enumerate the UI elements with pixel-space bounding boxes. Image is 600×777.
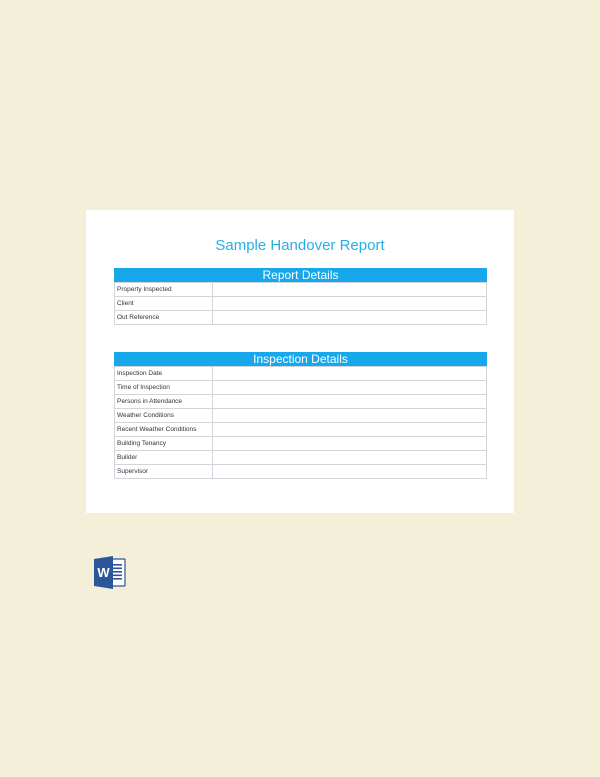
table-row <box>115 283 487 297</box>
inspection-details-table <box>114 366 487 479</box>
row-value-property-inspected <box>213 283 487 297</box>
row-label-supervisor: Supervisor <box>115 465 213 479</box>
row-label-recent-weather-conditions: Recent Weather Conditions <box>115 423 213 437</box>
row-label-out-reference: Out Reference <box>115 311 213 325</box>
row-value-recent-weather-conditions <box>213 423 487 437</box>
table-row <box>115 423 487 437</box>
row-value-out-reference <box>213 311 487 325</box>
row-label-time-of-inspection: Time of Inspection <box>115 381 213 395</box>
table-row <box>115 381 487 395</box>
row-value-time-of-inspection <box>213 381 487 395</box>
table-row <box>115 465 487 479</box>
word-icon-letter: W <box>97 565 110 580</box>
row-value-persons-in-attendance <box>213 395 487 409</box>
row-value-weather-conditions <box>213 409 487 423</box>
row-label-weather-conditions: Weather Conditions <box>115 409 213 423</box>
row-value-building-tenancy <box>213 437 487 451</box>
inspection-details-heading: Inspection Details <box>114 352 487 366</box>
table-row <box>115 311 487 325</box>
row-value-client <box>213 297 487 311</box>
row-label-builder: Builder <box>115 451 213 465</box>
row-value-builder <box>213 451 487 465</box>
table-row <box>115 297 487 311</box>
row-value-supervisor <box>213 465 487 479</box>
report-details-table <box>114 282 487 325</box>
document-preview <box>86 210 514 513</box>
microsoft-word-icon[interactable] <box>93 555 127 589</box>
table-row <box>115 395 487 409</box>
row-label-property-inspected: Property Inspected <box>115 283 213 297</box>
table-row <box>115 367 487 381</box>
row-label-inspection-date: Inspection Date <box>115 367 213 381</box>
row-label-building-tenancy: Building Tenancy <box>115 437 213 451</box>
table-row <box>115 437 487 451</box>
row-label-persons-in-attendance: Persons in Attendance <box>115 395 213 409</box>
table-row <box>115 451 487 465</box>
report-details-section <box>114 268 487 325</box>
row-value-inspection-date <box>213 367 487 381</box>
row-label-client: Client <box>115 297 213 311</box>
table-row <box>115 409 487 423</box>
document-title: Sample Handover Report <box>215 237 385 254</box>
report-details-heading: Report Details <box>114 268 487 282</box>
inspection-details-section <box>114 352 487 479</box>
